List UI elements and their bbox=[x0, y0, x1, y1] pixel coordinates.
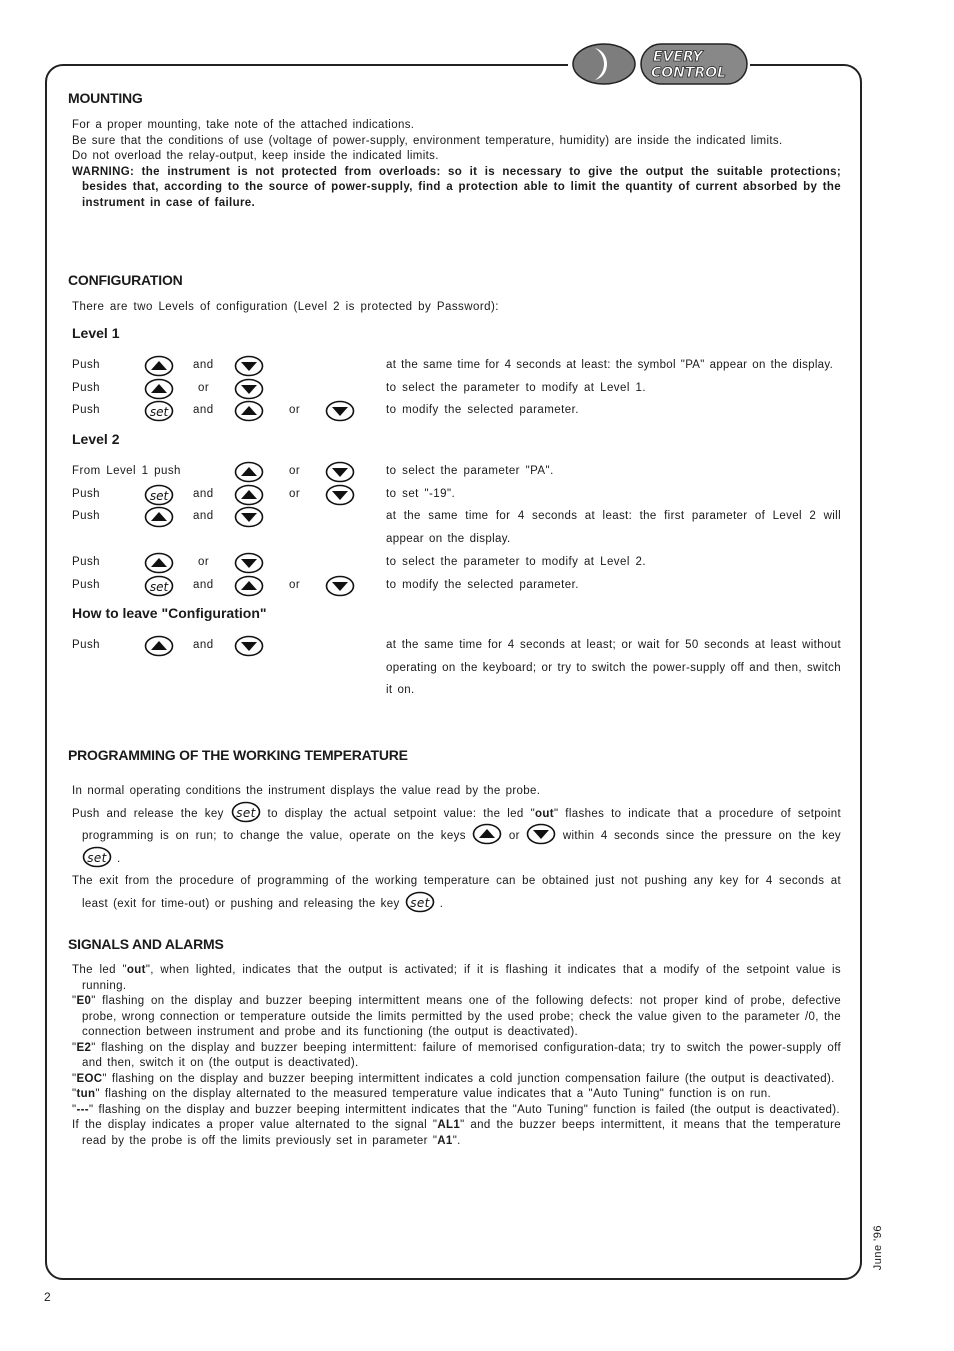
down-key-icon bbox=[234, 378, 264, 400]
logo-line2: CONTROL bbox=[651, 65, 727, 81]
level2-row2-conj2: or bbox=[289, 488, 301, 500]
every-control-logo bbox=[571, 42, 749, 86]
leave-desc: at the same time for 4 seconds at least; or wait for 50 seconds at least without operating on the keyboard; or try to switch the power-supply off and then, switch it on. bbox=[386, 639, 841, 696]
down-key-icon bbox=[526, 823, 556, 845]
date-label: June '96 bbox=[872, 1225, 884, 1271]
down-key-icon bbox=[234, 552, 264, 574]
signal-tun: "tun" flashing on the display alternated to the measured temperature value indicates that a "Auto Tuning" function is on run. bbox=[72, 1088, 772, 1100]
leave-configuration-title: How to leave "Configuration" bbox=[72, 605, 267, 621]
down-key-icon bbox=[234, 635, 264, 657]
level2-row1-conj2: or bbox=[289, 465, 301, 477]
mounting-title: MOUNTING bbox=[68, 90, 143, 106]
level2-title: Level 2 bbox=[72, 431, 120, 447]
down-key-icon bbox=[234, 355, 264, 377]
level2-row5-push: Push bbox=[72, 579, 101, 591]
svg-text:set: set bbox=[149, 580, 169, 594]
level1-row3-desc: to modify the selected parameter. bbox=[386, 404, 579, 416]
level1-row2-conj: or bbox=[198, 382, 210, 394]
svg-text:set: set bbox=[149, 489, 169, 503]
up-key-icon bbox=[144, 378, 174, 400]
level1-title: Level 1 bbox=[72, 325, 120, 341]
leave-push: Push bbox=[72, 639, 101, 651]
programming-title: PROGRAMMING OF THE WORKING TEMPERATURE bbox=[68, 747, 408, 763]
svg-text:set: set bbox=[149, 405, 169, 419]
mounting-line1: For a proper mounting, take note of the attached indications. bbox=[72, 119, 415, 131]
level2-row2-conj: and bbox=[193, 488, 214, 500]
up-key-icon bbox=[144, 635, 174, 657]
level2-row3-desc: at the same time for 4 seconds at least: the first parameter of Level 2 will appear on the display. bbox=[386, 510, 841, 545]
level1-row3-push: Push bbox=[72, 404, 101, 416]
page-number: 2 bbox=[44, 1290, 51, 1304]
level2-row5-conj2: or bbox=[289, 579, 301, 591]
level2-row4-conj: or bbox=[198, 556, 210, 568]
mounting-body bbox=[72, 118, 841, 211]
up-key-icon bbox=[472, 823, 502, 845]
svg-text:set: set bbox=[409, 896, 430, 911]
signals-title: SIGNALS AND ALARMS bbox=[68, 936, 224, 952]
level1-row1-desc: at the same time for 4 seconds at least: the symbol "PA" appear on the display. bbox=[386, 359, 834, 371]
mounting-line2: Be sure that the conditions of use (voltage of power-supply, environment temperature, humidity) are inside the indicated limits. bbox=[72, 134, 783, 147]
svg-text:set: set bbox=[87, 850, 107, 865]
up-key-icon bbox=[234, 484, 264, 506]
level2-row4-push: Push bbox=[72, 556, 101, 568]
signal-dashes: "---" flashing on the display and buzzer beeping intermittent indicates that the "Auto Tuning" function is failed (the output is deactivated). bbox=[72, 1103, 840, 1116]
level2-row3-push: Push bbox=[72, 510, 101, 522]
set-key-icon bbox=[82, 846, 112, 868]
signal-e2: "E2" flashing on the display and buzzer beeping intermittent: failure of memorised configuration-data; try to switch the power-supply off and then, switch it on (the output is deactivated). bbox=[72, 1041, 841, 1069]
down-key-icon bbox=[325, 461, 355, 483]
level1-row2-desc: to select the parameter to modify at Level 1. bbox=[386, 382, 646, 394]
leave-conj: and bbox=[193, 639, 214, 651]
down-key-icon bbox=[234, 506, 264, 528]
level2-row4-desc: to select the parameter to modify at Level 2. bbox=[386, 556, 646, 568]
level2-row5-desc: to modify the selected parameter. bbox=[386, 579, 579, 591]
up-key-icon bbox=[234, 461, 264, 483]
level1-row3-conj2: or bbox=[289, 404, 301, 416]
programming-para2: Push and release the key set to display the actual setpoint value: the led "out" flashes to indicate that a procedure of setpoint programming is on run; to change the value, operate on the keys or within 4 seconds since the pressure on the key set . bbox=[72, 803, 841, 871]
level1-row1-conj: and bbox=[193, 359, 214, 371]
signal-al1: If the display indicates a proper value alternated to the signal "AL1" and the buzzer beeps intermittent, it means that the temperature read by the probe is off the limits previously set in parameter "A1". bbox=[72, 1119, 841, 1147]
signal-e0: "E0" flashing on the display and buzzer beeping intermittent means one of the following defects: not proper kind of probe, defective probe, wrong connection or temperature outside the limits permitted by the used probe; check the value given to the parameter /0, the connection between instrument and probe and its functioning (the output is deactivated). bbox=[72, 995, 841, 1038]
set-key-icon bbox=[144, 575, 174, 597]
level2-row1-push: From Level 1 push bbox=[72, 465, 181, 477]
level1-row1-push: Push bbox=[72, 359, 101, 371]
signal-eoc: "EOC" flashing on the display and buzzer beeping intermittent indicates a cold junction compensation failure (the output is deactivated). bbox=[72, 1072, 835, 1085]
svg-text:set: set bbox=[235, 805, 256, 820]
mounting-line3: Do not overload the relay-output, keep inside the indicated limits. bbox=[72, 150, 439, 162]
level2-row3-conj: and bbox=[193, 510, 214, 522]
set-key-icon bbox=[144, 484, 174, 506]
up-key-icon bbox=[144, 506, 174, 528]
level2-row5-conj: and bbox=[193, 579, 214, 591]
programming-body bbox=[72, 780, 841, 916]
configuration-title: CONFIGURATION bbox=[68, 272, 183, 288]
up-key-icon bbox=[234, 575, 264, 597]
programming-line1: In normal operating conditions the instrument displays the value read by the probe. bbox=[72, 785, 541, 797]
signal-out: The led "out", when lighted, indicates that the output is activated; if it is flashing it indicates that a modify of the setpoint value is running. bbox=[72, 964, 842, 992]
down-key-icon bbox=[325, 575, 355, 597]
configuration-intro: There are two Levels of configuration (Level 2 is protected by Password): bbox=[72, 301, 499, 313]
set-key-icon bbox=[144, 400, 174, 422]
up-key-icon bbox=[234, 400, 264, 422]
up-key-icon bbox=[144, 552, 174, 574]
level2-row2-push: Push bbox=[72, 488, 101, 500]
logo-line1: EVERY bbox=[653, 49, 703, 65]
down-key-icon bbox=[325, 484, 355, 506]
set-key-icon bbox=[231, 801, 261, 823]
level1-row3-conj: and bbox=[193, 404, 214, 416]
level2-row2-desc: to set "-19". bbox=[386, 488, 456, 500]
up-key-icon bbox=[144, 355, 174, 377]
level1-row2-push: Push bbox=[72, 382, 101, 394]
signals-body bbox=[72, 963, 841, 1149]
set-key-icon bbox=[405, 891, 435, 913]
programming-para3: The exit from the procedure of programming of the working temperature can be obtained just not pushing any key for 4 seconds at least (exit for time-out) or pushing and releasing the key set . bbox=[72, 870, 841, 916]
level2-row1-desc: to select the parameter "PA". bbox=[386, 465, 554, 477]
down-key-icon bbox=[325, 400, 355, 422]
mounting-warning: WARNING: the instrument is not protected from overloads: so it is necessary to give the output the suitable protections; besides that, according to the source of power-supply, find a protection able to limit the quantity of current absorbed by the instrument in case of failure. bbox=[72, 165, 841, 209]
